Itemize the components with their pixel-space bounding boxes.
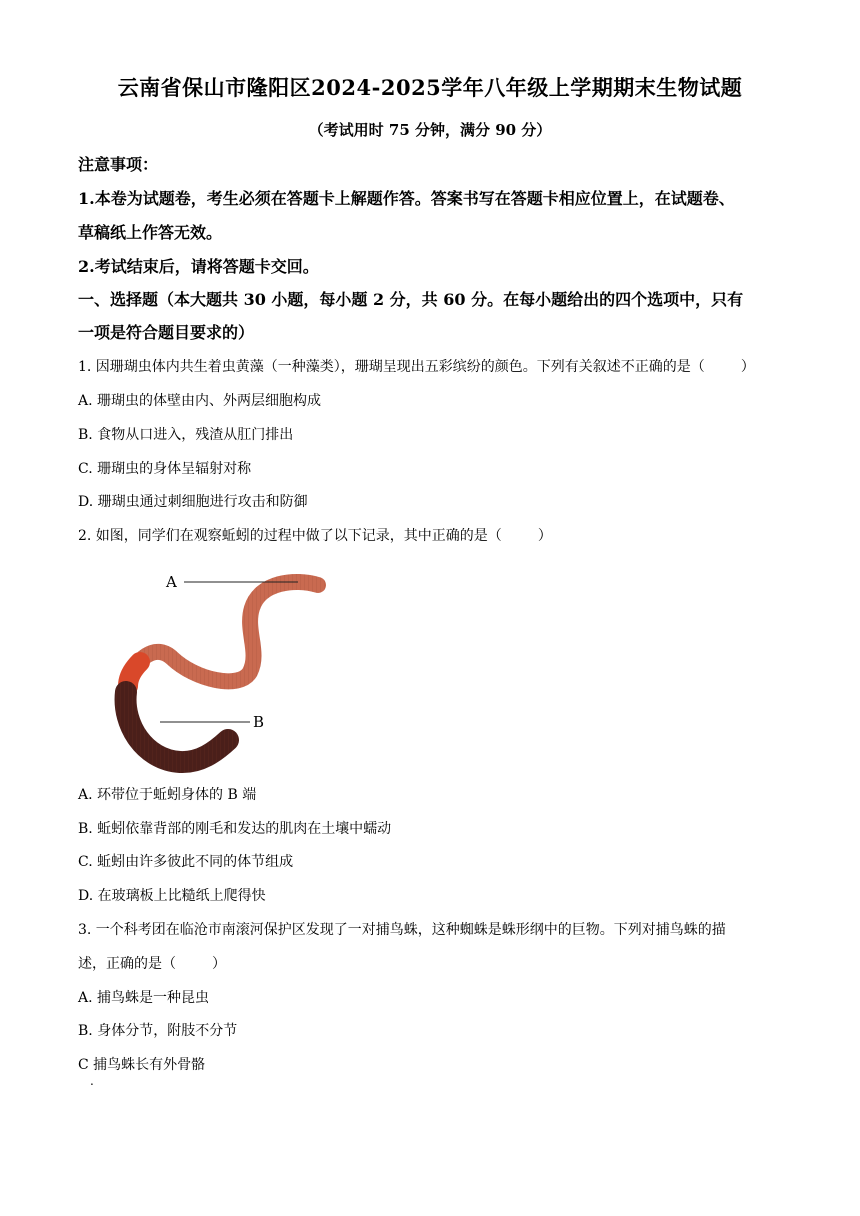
page-title: 云南省保山市隆阳区2024-2025学年八年级上学期期末生物试题 xyxy=(117,75,743,100)
question-2-paren: ） xyxy=(537,528,552,544)
question-2-option-d: D. 在玻璃板上比糙纸上爬得快 xyxy=(78,888,266,904)
notice-heading: 注意事项： xyxy=(78,155,159,174)
earthworm-figure xyxy=(100,560,340,776)
figure-label-a: A xyxy=(166,573,177,591)
notice-item-1b: 草稿纸上作答无效。 xyxy=(78,223,223,242)
question-1-option-c: C. 珊瑚虫的身体呈辐射对称 xyxy=(78,461,252,477)
question-2-stem xyxy=(78,525,552,545)
question-1-text: 1. 因珊瑚虫体内共生着虫黄藻（一种藻类），珊瑚呈现出五彩缤纷的颜色。下列有关叙述不正确的是（ xyxy=(78,359,705,375)
question-1-option-d: D. 珊瑚虫通过刺细胞进行攻击和防御 xyxy=(78,494,308,510)
question-3-text: 述，正确的是（ xyxy=(78,956,176,972)
section-heading-line2: 一项是符合题目要求的） xyxy=(78,323,255,342)
question-3-stem-line2 xyxy=(78,953,226,973)
question-2-option-a: A. 环带位于蚯蚓身体的 B 端 xyxy=(78,787,257,803)
question-3-option-c: C 捕鸟蛛长有外骨骼 xyxy=(78,1057,206,1073)
question-3-paren: ） xyxy=(212,956,226,972)
question-1-option-b: B. 食物从口进入，残渣从肛门排出 xyxy=(78,427,294,443)
question-1-stem xyxy=(78,356,755,376)
figure-label-b: B xyxy=(253,713,265,731)
question-3-stem-line1: 3. 一个科考团在临沧市南滚河保护区发现了一对捕鸟蛛，这种蜘蛛是蛛形纲中的巨物。下列对捕鸟蛛的描 xyxy=(78,922,726,938)
question-3-option-a: A. 捕鸟蛛是一种昆虫 xyxy=(78,990,210,1006)
notice-item-1a: 1.本卷为试题卷，考生必须在答题卡上解题作答。答案书写在答题卡相应位置上，在试题卷、 xyxy=(78,189,735,208)
question-1-paren: ） xyxy=(740,359,755,375)
question-2-option-c: C. 蚯蚓由许多彼此不同的体节组成 xyxy=(78,854,294,870)
trailing-dot: . xyxy=(90,1074,94,1088)
question-1-option-a: A. 珊瑚虫的体壁由内、外两层细胞构成 xyxy=(78,393,322,409)
notice-item-2: 2.考试结束后，请将答题卡交回。 xyxy=(78,257,319,276)
question-2-text: 2. 如图，同学们在观察蚯蚓的过程中做了以下记录，其中正确的是（ xyxy=(78,528,502,544)
exam-subtitle: （考试用时 75 分钟，满分 90 分） xyxy=(308,121,552,139)
question-2-option-b: B. 蚯蚓依靠背部的刚毛和发达的肌肉在土壤中蠕动 xyxy=(78,821,392,837)
earthworm-body xyxy=(130,582,318,681)
section-heading-line1: 一、选择题（本大题共 30 小题，每小题 2 分，共 60 分。在每小题给出的四个选项中，只有 xyxy=(78,290,744,309)
question-3-option-b: B. 身体分节，附肢不分节 xyxy=(78,1023,238,1039)
